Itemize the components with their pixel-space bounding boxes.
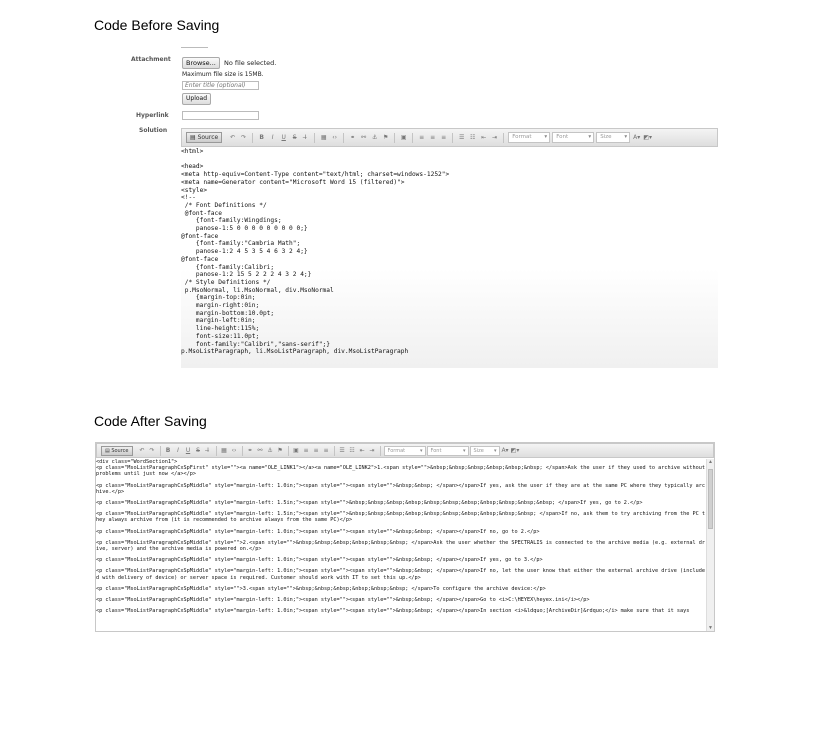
- undo-icon[interactable]: ↶: [139, 447, 145, 454]
- attachment-label: Attachment: [131, 56, 171, 63]
- code-line: p.MsoNormal, li.MsoNormal, div.MsoNormal: [181, 286, 334, 294]
- align-right-icon[interactable]: ≡: [323, 447, 329, 454]
- separator: [288, 446, 289, 456]
- remove-format-icon[interactable]: I̶: [304, 134, 307, 141]
- table-icon[interactable]: ▦: [320, 134, 327, 141]
- scrollbar[interactable]: [706, 459, 714, 631]
- unlink-icon[interactable]: ⚯: [257, 447, 263, 454]
- code-line: <p class="MsoListParagraphCxSpMiddle" style="margin-left: 1.0in;"><span style=""><span style="">&nbsp;&nbsp; </span></span>In section <i>&ldquo;[ArchiveDir]&rdquo;</i> make sure that it says: [96, 608, 690, 615]
- indent-icon[interactable]: ⇥: [369, 447, 375, 454]
- code-line: @font-face: [181, 232, 219, 240]
- bulleted-list-icon[interactable]: ☰: [458, 134, 465, 141]
- code-line: <p class="MsoListParagraphCxSpMiddle" style="margin-left: 1.5in;"><span style="">&nbsp;&nbsp;&nbsp;&nbsp;&nbsp;&nbsp;&nbsp;&nbsp;&nbsp;&nbsp; </span>If no, ask them to try archiving from the PC they always archive from (it is recommended to archive always from the same PC)</p>: [96, 511, 706, 524]
- image-icon[interactable]: ▣: [400, 134, 407, 141]
- text-color-icon[interactable]: A▾: [633, 134, 641, 141]
- code-icon[interactable]: ‹›: [332, 134, 338, 141]
- table-icon[interactable]: ▦: [221, 447, 227, 454]
- scroll-up-icon[interactable]: ▲: [708, 459, 713, 465]
- code-line: <p class="MsoListParagraphCxSpMiddle" style="">2.<span style="">&nbsp;&nbsp;&nbsp;&nbsp;&nbsp;&nbsp; </span>Ask the user whether the SPECTRALIS is connected to the archive media (e.g. external drive, server) and the archive media is powered on.</p>: [96, 539, 706, 553]
- code-line: font-family:"Calibri","sans-serif";}: [181, 340, 331, 348]
- solution-label: Solution: [139, 127, 168, 134]
- code-line: margin-left:0in;: [181, 317, 256, 325]
- scrollbar-thumb[interactable]: [708, 469, 713, 529]
- code-line: [181, 156, 718, 164]
- code-line: /* Style Definitions */: [181, 278, 271, 286]
- numbered-list-icon[interactable]: ☷: [469, 134, 476, 141]
- code-line: @font-face: [181, 209, 222, 217]
- code-line: font-size:11.0pt;: [181, 332, 260, 340]
- indent-icon[interactable]: ⇥: [492, 134, 498, 141]
- italic-icon[interactable]: I: [271, 134, 274, 141]
- align-right-icon[interactable]: ≡: [441, 134, 447, 141]
- separator: [380, 446, 381, 456]
- code-line: {font-family:"Cambria Math";: [181, 240, 301, 248]
- link-icon[interactable]: ⚭: [350, 134, 356, 141]
- source-code-editor-after[interactable]: [96, 459, 706, 631]
- separator: [394, 133, 395, 143]
- separator: [242, 446, 243, 456]
- bg-color-icon[interactable]: ◩▾: [510, 447, 520, 454]
- italic-icon[interactable]: I: [177, 447, 179, 454]
- unlink-icon[interactable]: ⚯: [361, 134, 367, 141]
- hyperlink-input[interactable]: [182, 111, 259, 120]
- code-line: <p class="MsoListParagraphCxSpMiddle" style="margin-left: 1.5in;"><span style="">&nbsp;&nbsp;&nbsp;&nbsp;&nbsp;&nbsp;&nbsp;&nbsp;&nbsp;&nbsp;&nbsp; </span>If yes, go to 2.</p>: [96, 500, 643, 507]
- heading-code-after: Code After Saving: [94, 413, 207, 429]
- code-line: <p class="MsoListParagraphCxSpFirst" style=""><a name="OLE_LINK1"></a><a name="OLE_LINK2">1.<span style="">&nbsp;&nbsp;&nbsp;&nbsp;&nbsp;&nbsp; </span>Ask the user if they used to archive without problems until just now </a></p>: [96, 465, 706, 478]
- source-label: Source: [111, 447, 129, 454]
- size-dropdown[interactable]: Size ▾: [470, 446, 500, 456]
- code-line: panose-1:2 4 5 3 5 4 6 3 2 4;}: [181, 248, 308, 256]
- undo-icon[interactable]: ↶: [230, 134, 236, 141]
- code-line: /* Font Definitions */: [181, 201, 267, 209]
- size-dropdown[interactable]: Size ▾: [596, 132, 630, 143]
- underline-icon[interactable]: U: [281, 134, 286, 141]
- format-dropdown[interactable]: Format ▾: [384, 446, 426, 456]
- text-color-icon[interactable]: A▾: [501, 447, 509, 454]
- source-icon: ▤: [105, 447, 112, 454]
- remove-format-icon[interactable]: I̶: [207, 447, 209, 454]
- flag-icon[interactable]: ⚑: [382, 134, 389, 141]
- code-line: margin-right:0in;: [181, 302, 260, 310]
- scroll-down-icon[interactable]: ▼: [708, 625, 713, 631]
- code-line: {margin-top:0in;: [181, 294, 256, 302]
- max-size-text: Maximum file size is 15MB.: [182, 71, 264, 78]
- bold-icon[interactable]: B: [259, 134, 264, 141]
- editor-toolbar: [181, 128, 718, 147]
- link-icon[interactable]: ⚭: [247, 447, 253, 454]
- underline-icon[interactable]: U: [185, 447, 191, 454]
- code-line: panose-1:5 0 0 0 0 0 0 0 0 0;}: [181, 225, 308, 233]
- format-dropdown[interactable]: Format ▾: [508, 132, 550, 143]
- align-left-icon[interactable]: ≡: [303, 447, 309, 454]
- code-line: margin-bottom:10.0pt;: [181, 309, 275, 317]
- code-line: <p class="MsoListParagraphCxSpMiddle" style="margin-left: 1.0in;"><span style=""><span style="">&nbsp;&nbsp; </span></span>If no, go to 2.</p>: [96, 528, 540, 535]
- code-line: <!--: [181, 194, 196, 202]
- code-line: <p class="MsoListParagraphCxSpMiddle" style="">3.<span style="">&nbsp;&nbsp;&nbsp;&nbsp;&nbsp;&nbsp; </span>To configure the archive device:</p>: [96, 585, 546, 592]
- heading-code-before: Code Before Saving: [94, 17, 220, 33]
- code-icon[interactable]: ‹›: [231, 447, 237, 454]
- code-line: panose-1:2 15 5 2 2 2 4 3 2 4;}: [181, 271, 312, 279]
- code-line: <p class="MsoListParagraphCxSpMiddle" style="margin-left: 1.0in;"><span style=""><span style="">&nbsp;&nbsp; </span></span>Go to <i>C:\HEYEX\heyex.ini</i></p>: [96, 597, 590, 604]
- code-line: <html>: [181, 148, 204, 155]
- align-center-icon[interactable]: ≡: [430, 134, 436, 141]
- anchor-icon[interactable]: ⚓: [267, 447, 273, 454]
- anchor-icon[interactable]: ⚓: [371, 134, 378, 141]
- image-icon[interactable]: ▣: [293, 447, 299, 454]
- separator: [252, 133, 253, 143]
- redo-icon[interactable]: ↷: [149, 447, 155, 454]
- hyperlink-label: Hyperlink: [136, 112, 169, 119]
- source-code-editor-before[interactable]: [181, 148, 718, 368]
- code-line: <p class="MsoListParagraphCxSpMiddle" style="margin-left: 1.0in;"><span style=""><span style="">&nbsp;&nbsp; </span></span>If yes, ask the user if they are at the same PC where they typically archive.</p>: [96, 482, 706, 495]
- code-line: <style>: [181, 186, 208, 194]
- separator: [160, 446, 161, 456]
- attachment-title-input[interactable]: [182, 81, 259, 90]
- separator: [334, 446, 335, 456]
- code-line: <p class="MsoListParagraphCxSpMiddle" style="margin-left: 1.0in;"><span style=""><span style="">&nbsp;&nbsp; </span></span>If yes, go to 3.</p>: [96, 557, 543, 564]
- bulleted-list-icon[interactable]: ☰: [339, 447, 345, 454]
- code-line: {font-family:Calibri;: [181, 263, 275, 271]
- redo-icon[interactable]: ↷: [241, 134, 247, 141]
- no-file-text: No file selected.: [224, 59, 277, 67]
- outdent-icon[interactable]: ⇤: [481, 134, 487, 141]
- upload-button[interactable]: Upload: [182, 93, 211, 105]
- editor-toolbar-after: [96, 443, 714, 458]
- source-icon: ▤: [190, 134, 198, 141]
- strike-icon[interactable]: S: [292, 134, 297, 141]
- source-button[interactable]: [101, 446, 133, 456]
- align-center-icon[interactable]: ≡: [313, 447, 319, 454]
- separator: [503, 133, 504, 143]
- code-line: {font-family:Wingdings;: [181, 217, 282, 225]
- code-line: <head>: [181, 163, 204, 171]
- separator: [452, 133, 453, 143]
- separator: [216, 446, 217, 456]
- numbered-list-icon[interactable]: ☷: [349, 447, 355, 454]
- line-gap: [96, 614, 706, 619]
- font-dropdown[interactable]: Font ▾: [552, 132, 594, 143]
- code-line: <meta http-equiv=Content-Type content="text/html; charset=windows-1252">: [181, 171, 450, 179]
- code-line: <div class="WordSection1">: [96, 459, 178, 465]
- bold-icon[interactable]: B: [165, 447, 171, 454]
- outdent-icon[interactable]: ⇤: [359, 447, 365, 454]
- code-line: line-height:115%;: [181, 325, 260, 333]
- bg-color-icon[interactable]: ◩▾: [643, 134, 653, 141]
- align-left-icon[interactable]: ≡: [419, 134, 425, 141]
- flag-icon[interactable]: ⚑: [277, 447, 283, 454]
- separator: [412, 133, 413, 143]
- divider: [181, 47, 208, 48]
- browse-button[interactable]: Browse...: [182, 57, 220, 69]
- strike-icon[interactable]: S: [196, 447, 200, 454]
- source-label: Source: [197, 134, 219, 141]
- code-line: <meta name=Generator content="Microsoft Word 15 (filtered)">: [181, 178, 405, 186]
- font-dropdown[interactable]: Font ▾: [427, 446, 469, 456]
- source-button[interactable]: [186, 132, 222, 143]
- code-line: <p class="MsoListParagraphCxSpMiddle" style="margin-left: 1.0in;"><span style=""><span style="">&nbsp;&nbsp; </span></span>If no, let the user know that either the external archive drive (included with delivery of device) or server space is required. Customer should work with IT to set this up.</p>: [96, 568, 706, 581]
- code-line: @font-face: [181, 255, 219, 263]
- separator: [314, 133, 315, 143]
- code-line: p.MsoListParagraph, li.MsoListParagraph, div.MsoListParagraph: [181, 348, 409, 356]
- separator: [343, 133, 344, 143]
